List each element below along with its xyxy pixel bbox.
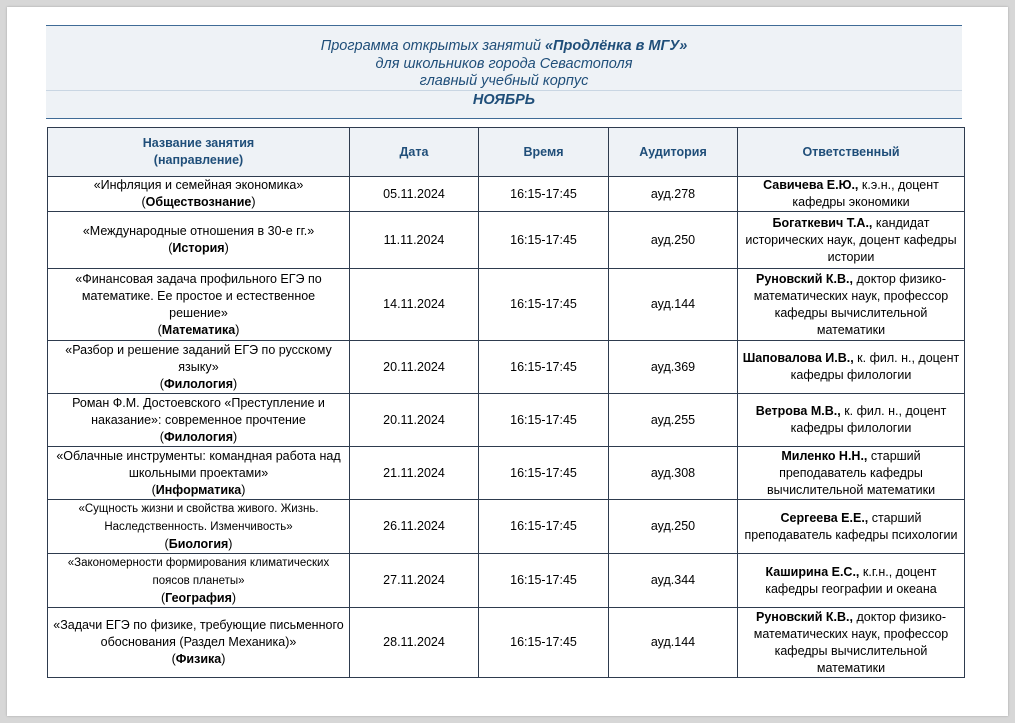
time-cell: 16:15-17:45 xyxy=(479,269,609,341)
responsible-name: Шаповалова И.В., xyxy=(742,351,854,365)
column-header-room: Аудитория xyxy=(609,128,738,177)
date-cell: 14.11.2024 xyxy=(350,269,479,341)
room-cell: ауд.308 xyxy=(609,447,738,500)
responsible-position: к.э.н., доцент кафедры экономики xyxy=(792,178,939,209)
room-cell: ауд.369 xyxy=(609,341,738,394)
lesson-cell: «Закономерности формирования климатических поясов планеты» (География) xyxy=(48,554,350,608)
lesson-title: «Разбор и решение заданий ЕГЭ по русскому языку» xyxy=(65,342,332,374)
program-audience: для школьников города Севастополя xyxy=(375,56,633,72)
responsible-position: к. фил. н., доцент кафедры филологии xyxy=(790,351,960,382)
responsible-name: Богаткевич Т.А., xyxy=(772,215,873,230)
table-row xyxy=(48,500,965,554)
document-page xyxy=(7,7,1008,716)
responsible-cell xyxy=(738,608,965,678)
time-cell: 16:15-17:45 xyxy=(479,212,609,269)
lesson-cell: «Задачи ЕГЭ по физике, требующие письменного обоснования (Раздел Механика)» (Физика) xyxy=(48,608,350,678)
table-row xyxy=(48,341,965,394)
responsible-cell xyxy=(738,447,965,500)
responsible-cell xyxy=(738,269,965,341)
lesson-cell: «Сущность жизни и свойства живого. Жизнь. Наследственность. Изменчивость» (Биология) xyxy=(48,500,350,554)
responsible-cell xyxy=(738,500,965,554)
lesson-title: «Финансовая задача профильного ЕГЭ по математике. Ее простое и естественное решение» xyxy=(75,271,322,320)
responsible-name: Каширина Е.С., xyxy=(765,564,860,579)
column-header-date: Дата xyxy=(350,128,479,177)
responsible-name: Миленко Н.Н., xyxy=(781,448,868,463)
time-cell: 16:15-17:45 xyxy=(479,500,609,554)
date-cell: 20.11.2024 xyxy=(350,394,479,447)
lesson-title: Роман Ф.М. Достоевского «Преступление и наказание»: современное прочтение xyxy=(72,395,325,427)
lesson-direction: Биология xyxy=(168,537,229,551)
table-row xyxy=(48,177,965,212)
date-cell: 26.11.2024 xyxy=(350,500,479,554)
program-header xyxy=(46,25,962,119)
lesson-title: «Закономерности формирования климатических поясов планеты» xyxy=(67,557,330,587)
lesson-cell: Роман Ф.М. Достоевского «Преступление и наказание»: современное прочтение (Филология) xyxy=(48,394,350,447)
lesson-direction: География xyxy=(165,591,232,605)
lesson-direction: История xyxy=(172,241,225,255)
lesson-cell: «Разбор и решение заданий ЕГЭ по русскому языку» (Филология) xyxy=(48,341,350,394)
lesson-title: «Сущность жизни и свойства живого. Жизнь. Наследственность. Изменчивость» xyxy=(78,503,319,533)
room-cell: ауд.144 xyxy=(609,269,738,341)
table-row xyxy=(48,269,965,341)
date-cell: 28.11.2024 xyxy=(350,608,479,678)
responsible-position: доктор физико-математических наук, профессор кафедры вычислительной математики xyxy=(753,609,949,675)
date-cell: 21.11.2024 xyxy=(350,447,479,500)
room-cell: ауд.278 xyxy=(609,177,738,212)
program-month: НОЯБРЬ xyxy=(472,92,536,108)
room-cell: ауд.250 xyxy=(609,500,738,554)
lesson-title: «Задачи ЕГЭ по физике, требующие письменного обоснования (Раздел Механика)» xyxy=(53,618,344,649)
responsible-name: Руновский К.В., xyxy=(756,609,853,624)
responsible-position: старший преподаватель кафедры вычислительной математики xyxy=(766,448,936,497)
time-cell: 16:15-17:45 xyxy=(479,341,609,394)
column-header-responsible: Ответственный xyxy=(738,128,965,177)
responsible-cell xyxy=(738,394,965,447)
responsible-cell xyxy=(738,177,965,212)
time-cell: 16:15-17:45 xyxy=(479,394,609,447)
table-row xyxy=(48,554,965,608)
lesson-cell: «Финансовая задача профильного ЕГЭ по математике. Ее простое и естественное решение» (Математика) xyxy=(48,269,350,341)
responsible-name: Савичева Е.Ю., xyxy=(763,178,859,192)
responsible-position: к. фил. н., доцент кафедры филологии xyxy=(790,404,947,435)
lesson-title: «Международные отношения в 30-е гг.» xyxy=(82,224,315,238)
table-row xyxy=(48,394,965,447)
responsible-name: Сергеева Е.Е., xyxy=(780,510,869,525)
date-cell: 20.11.2024 xyxy=(350,341,479,394)
responsible-position: старший преподаватель кафедры психологии xyxy=(744,510,958,542)
time-cell: 16:15-17:45 xyxy=(479,447,609,500)
responsible-position: кандидат исторических наук, доцент кафедры истории xyxy=(745,215,957,264)
header-divider xyxy=(46,90,962,91)
date-cell: 11.11.2024 xyxy=(350,212,479,269)
lesson-direction: Математика xyxy=(161,322,236,337)
time-cell: 16:15-17:45 xyxy=(479,608,609,678)
responsible-cell xyxy=(738,554,965,608)
column-header-time: Время xyxy=(479,128,609,177)
schedule-table xyxy=(47,127,965,678)
lesson-direction: Филология xyxy=(163,429,234,444)
lesson-cell: «Облачные инструменты: командная работа над школьными проектами» (Информатика) xyxy=(48,447,350,500)
room-cell: ауд.255 xyxy=(609,394,738,447)
column-header-name: Название занятия (направление) xyxy=(48,128,350,177)
program-title: Программа открытых занятий «Продлёнка в МГУ» xyxy=(320,38,688,54)
responsible-cell xyxy=(738,212,965,269)
lesson-cell: «Инфляция и семейная экономика» (Обществознание) xyxy=(48,177,350,212)
responsible-name: Ветрова М.В., xyxy=(755,404,841,418)
time-cell: 16:15-17:45 xyxy=(479,554,609,608)
responsible-position: к.г.н., доцент кафедры географии и океана xyxy=(765,564,937,596)
responsible-cell xyxy=(738,341,965,394)
responsible-position: доктор физико-математических наук, профессор кафедры вычислительной математики xyxy=(753,271,949,337)
table-header-row xyxy=(48,128,965,177)
lesson-direction: Филология xyxy=(163,376,234,391)
table-row xyxy=(48,447,965,500)
date-cell: 27.11.2024 xyxy=(350,554,479,608)
lesson-cell: «Международные отношения в 30-е гг.» (История) xyxy=(48,212,350,269)
lesson-direction: Информатика xyxy=(155,482,242,497)
date-cell: 05.11.2024 xyxy=(350,177,479,212)
room-cell: ауд.144 xyxy=(609,608,738,678)
table-row xyxy=(48,212,965,269)
lesson-direction: Физика xyxy=(175,652,222,666)
room-cell: ауд.250 xyxy=(609,212,738,269)
lesson-title: «Инфляция и семейная экономика» xyxy=(93,178,304,192)
responsible-name: Руновский К.В., xyxy=(756,271,853,286)
program-location: главный учебный корпус xyxy=(419,73,589,89)
time-cell: 16:15-17:45 xyxy=(479,177,609,212)
room-cell: ауд.344 xyxy=(609,554,738,608)
lesson-direction: Обществознание xyxy=(145,195,252,209)
lesson-title: «Облачные инструменты: командная работа над школьными проектами» xyxy=(56,448,341,480)
table-row xyxy=(48,608,965,678)
